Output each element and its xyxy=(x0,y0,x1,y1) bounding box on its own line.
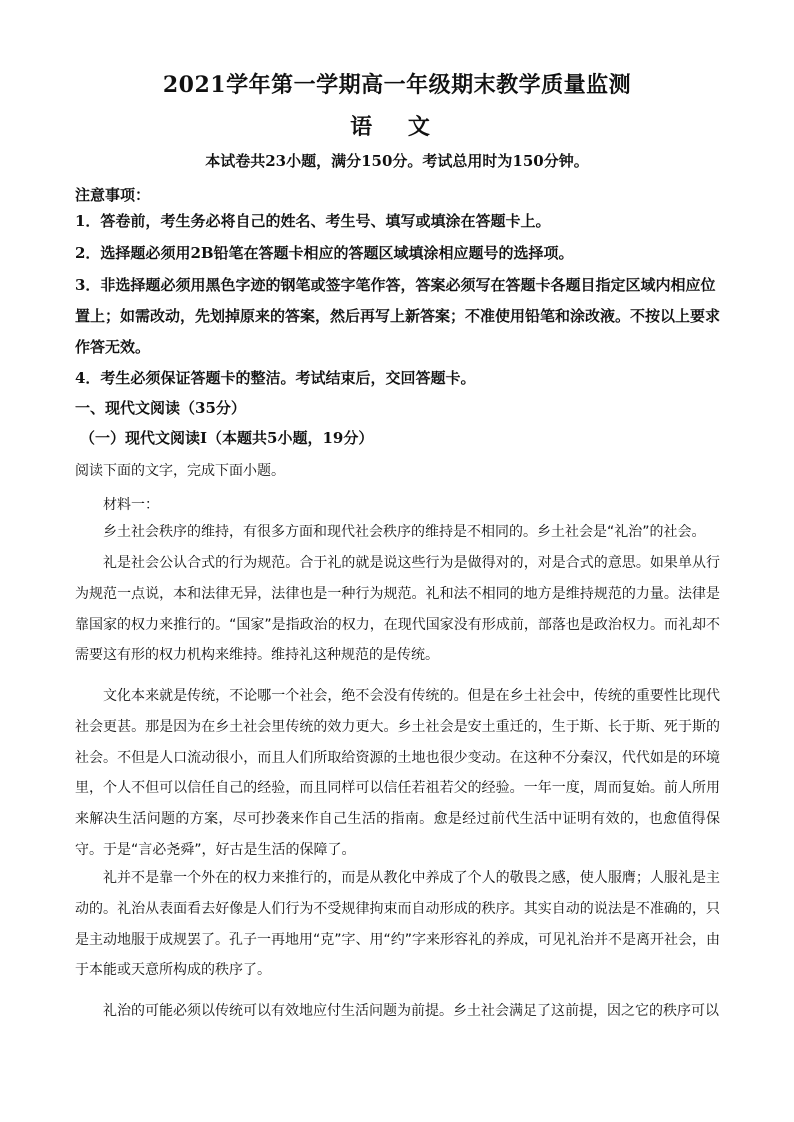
note-item-1: 1．答卷前，考生务必将自己的姓名、考生号、填写或填涂在答题卡上。 xyxy=(75,212,551,230)
passage-paragraph-1: 乡土社会秩序的维持，有很多方面和现代社会秩序的维持是不相同的。乡土社会是“礼治”的社会。 xyxy=(103,524,706,540)
passage-paragraph-2: 礼是社会公认合式的行为规范。合于礼的就是说这些行为是做得对的，对是合式的意思。如果单从行为规范一点说，本和法律无异，法律也是一种行为规范。礼和法不相同的地方是维持规范的力量。法律是靠国家的权力来推行的。“国家”是指政治的权力，在现代国家没有形成前，部落也是政治权力。而礼却不需要这有形的权力机构来维持。维持礼这种规范的是传统。 xyxy=(75,555,720,664)
reading-instruction: 阅读下面的文字，完成下面小题。 xyxy=(75,463,285,479)
passage-paragraph-5: 礼治的可能必须以传统可以有效地应付生活问题为前提。乡土社会满足了这前提，因之它的秩序可以 xyxy=(103,1003,719,1019)
notes-heading: 注意事项： xyxy=(75,186,151,204)
exam-info: 本试卷共23小题，满分150分。考试总用时为150分钟。 xyxy=(205,152,589,170)
note-item-3: 3．非选择题必须用黑色字迹的钢笔或签字笔作答，答案必须写在答题卡各题目指定区域内相应位置上；如需改动，先划掉原来的答案，然后再写上新答案；不准使用铅笔和涂改液。不按以上要求作答无效。 xyxy=(75,276,721,356)
note-item-4: 4．考生必须保证答题卡的整洁。考试结束后，交回答题卡。 xyxy=(75,369,476,387)
section-heading: 一、现代文阅读（35分） xyxy=(75,399,246,417)
subject-title: 语 文 xyxy=(350,114,444,140)
subsection-heading: （一）现代文阅读Ⅰ（本题共5小题，19分） xyxy=(80,429,374,447)
material-label: 材料一： xyxy=(103,497,159,513)
passage-paragraph-3: 文化本来就是传统，不论哪一个社会，绝不会没有传统的。但是在乡土社会中，传统的重要性比现代社会更甚。那是因为在乡土社会里传统的效力更大。乡土社会是安土重迁的，生于斯、长于斯、死于斯的社会。不但是人口流动很小，而且人们所取给资源的土地也很少变动。在这种不分秦汉，代代如是的环境里，个人不但可以信任自己的经验，而且同样可以信任若祖若父的经验。一年一度，周而复始。前人所用来解决生活问题的方案，尽可抄袭来作自己生活的指南。愈是经过前代生活中证明有效的，也愈值得保守。于是“言必尧舜”，好古是生活的保障了。 xyxy=(75,688,720,858)
note-item-2: 2．选择题必须用2B铅笔在答题卡相应的答题区域填涂相应题号的选择项。 xyxy=(75,244,574,262)
passage-paragraph-4: 礼并不是靠一个外在的权力来推行的，而是从教化中养成了个人的敬畏之感，使人服膺；人服礼是主动的。礼治从表面看去好像是人们行为不受规律拘束而自动形成的秩序。其实自动的说法是不准确的，只是主动地服于成规罢了。孔子一再地用“克”字、用“约”字来形容礼的养成，可见礼治并不是离开社会，由于本能或天意所构成的秩序了。 xyxy=(75,870,721,979)
exam-title: 2021学年第一学期高一年级期末教学质量监测 xyxy=(162,72,632,98)
